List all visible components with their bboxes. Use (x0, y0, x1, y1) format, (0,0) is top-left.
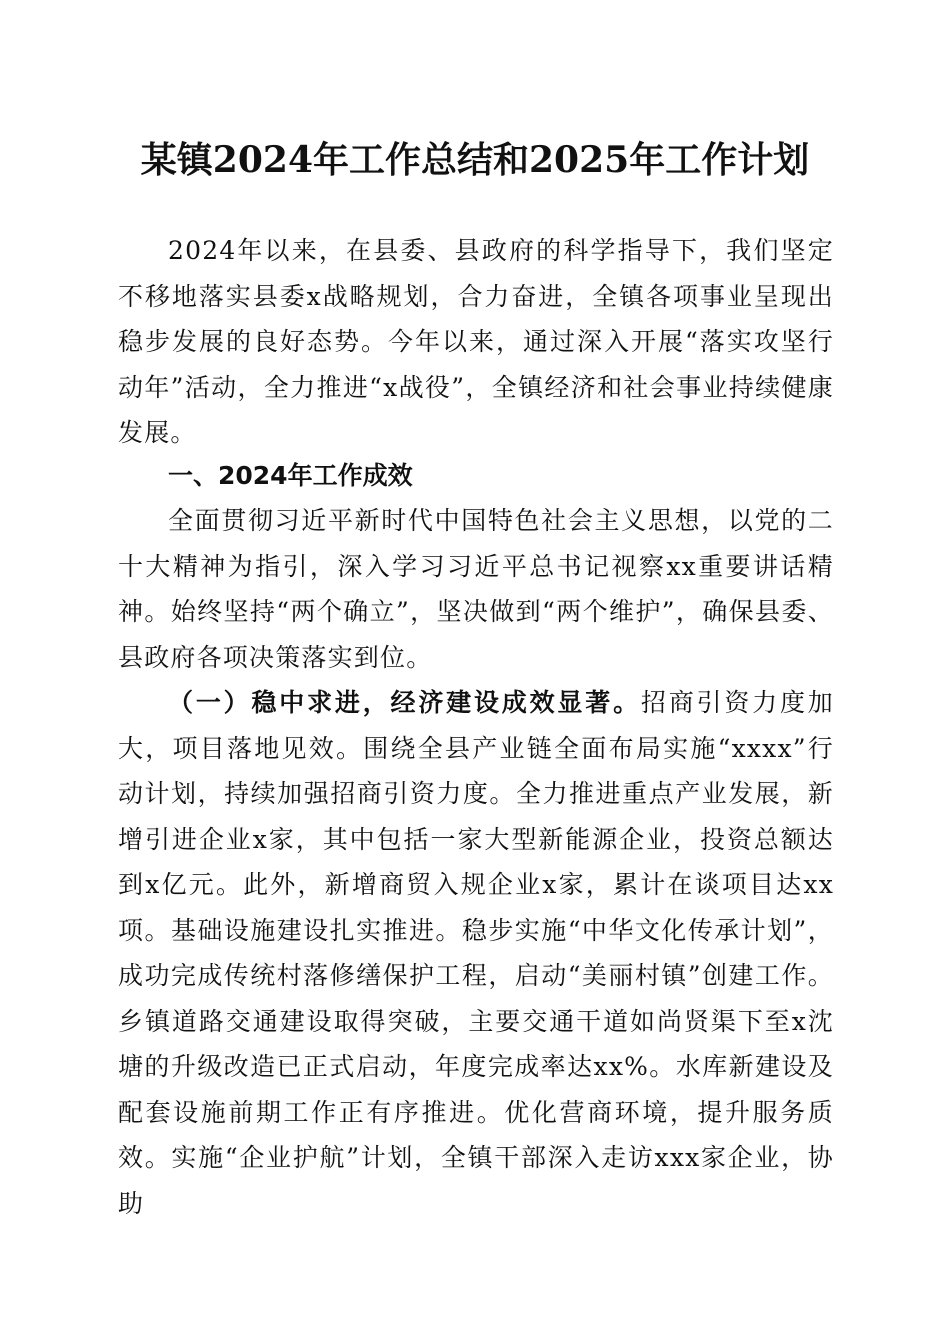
item-lead-text: （一）稳中求进，经济建设成效显著。 (168, 688, 641, 717)
economic-paragraph (118, 680, 834, 1226)
section-intro-paragraph: 全面贯彻习近平新时代中国特色社会主义思想，以党的二十大精神为指引，深入学习习近平总书记视察xx重要讲话精神。始终坚持“两个确立”，坚决做到“两个维护”，确保县委、县政府各项决策落实到位。 (118, 506, 834, 672)
item-body-text: 招商引资力度加大，项目落地见效。围绕全县产业链全面布局实施“xxxx”行动计划，持续加强招商引资力度。全力推进重点产业发展，新增引进企业x家，其中包括一家大型新能源企业，投资总额达到x亿元。此外，新增商贸入规企业x家，累计在谈项目达xx项。基础设施建设扎实推进。稳步实施“中华文化传承计划”，成功完成传统村落修缮保护工程，启动“美丽村镇”创建工作。乡镇道路交通建设取得突破，主要交通干道如尚贤渠下至x沈塘的升级改造已正式启动，年度完成率达xx%。水库新建设及配套设施前期工作正有序推进。优化营商环境，提升服务质效。实施“企业护航”计划，全镇干部深入走访xxx家企业，协助 (118, 688, 834, 1218)
section-heading: 一、2024年工作成效 (168, 461, 413, 490)
document-title: 某镇2024年工作总结和2025年工作计划 (140, 139, 810, 181)
intro-paragraph: 2024年以来，在县委、县政府的科学指导下，我们坚定不移地落实县委x战略规划，合力奋进，全镇各项事业呈现出稳步发展的良好态势。今年以来，通过深入开展“落实攻坚行动年”活动，全力推进“x战役”，全镇经济和社会事业持续健康发展。 (118, 236, 834, 447)
